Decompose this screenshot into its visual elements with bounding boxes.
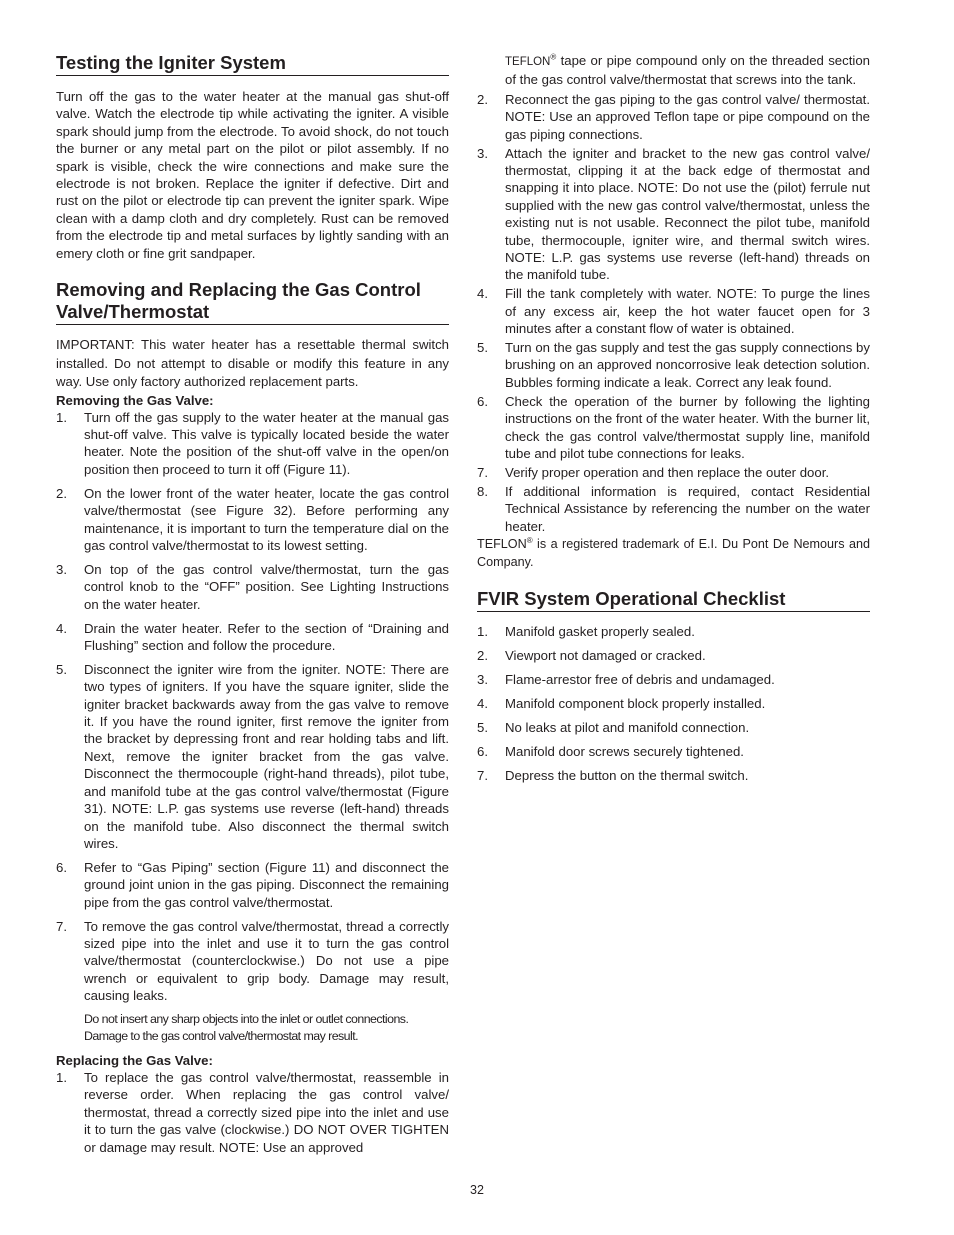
continued-body: tape or pipe compound only on the threaded section of the gas control valve/thermostat that screws into the tank. <box>505 53 870 88</box>
continued-text <box>477 52 870 89</box>
list-text: On the lower front of the water heater, locate the gas control valve/thermostat (see Figure 32). Before performing any maintenance, it is important to turn the temperature dial on the gas control valve/thermostat to its lowest setting. <box>84 485 449 553</box>
list-text: On top of the gas control valve/thermostat, turn the gas control knob to the “OFF” position. See Lighting Instructions on the water heater. <box>84 561 449 612</box>
list-number: 2. <box>477 91 488 107</box>
valve-heading: Removing and Replacing the Gas Control Valve/Thermostat <box>56 279 449 325</box>
removing-step <box>56 561 449 613</box>
list-number: 7. <box>56 918 67 934</box>
replacing-step <box>477 393 870 463</box>
list-number: 6. <box>56 859 67 875</box>
list-number: 8. <box>477 483 488 499</box>
list-number: 1. <box>477 624 488 640</box>
replacing-step <box>477 145 870 284</box>
page-number: 32 <box>470 1183 484 1197</box>
list-text: To remove the gas control valve/thermostat, thread a correctly sized pipe into the inlet and use it to turn the gas control valve/thermostat (counterclockwise.) Do not use a pipe wrench or equivalent to grip body. Damage may result, causing leaks. <box>84 918 449 1004</box>
checklist-item <box>477 623 870 640</box>
list-text: Attach the igniter and bracket to the new gas control valve/ thermostat, clipping it at the back edge of thermostat and snapping it into place. NOTE: Do not use the (pilot) ferrule nut supplied with the new gas control valve/thermostat, unless the existing nut is not usable. Reconnect the pilot tube, manifold tube, thermocouple, igniter wire, and thermal switch wires. NOTE: L.P. gas systems use reverse (left-hand) threads on the manifold tube. <box>505 145 870 283</box>
list-text: If additional information is required, contact Residential Technical Assistance by referencing the number on the water heater. <box>505 483 870 534</box>
checklist-item <box>477 767 870 784</box>
list-text: Disconnect the igniter wire from the igniter. NOTE: There are two types of igniters. If you have the square igniter, slide the igniter bracket backwards away from the gas valve to remove it. If you have the round igniter, first remove the igniter from the bracket by depressing front and rear holding tabs and lift. Next, remove the igniter bracket from the gas valve. Disconnect the thermocouple (right-hand threads), pilot tube, and manifold tube at the gas control valve/thermostat (Figure 31). NOTE: L.P. gas systems use reverse (left-hand) threads on the manifold tube. Also disconnect the thermal switch wires. <box>84 661 449 851</box>
removing-title: Removing the Gas Valve: <box>56 392 214 408</box>
replacing-step <box>56 1069 449 1156</box>
list-number: 3. <box>477 145 488 161</box>
teflon-word: TEFLON <box>505 56 551 68</box>
list-number: 2. <box>56 485 67 501</box>
registered-mark: ® <box>550 52 557 62</box>
igniter-heading: Testing the Igniter System <box>56 52 449 76</box>
removing-step <box>56 918 449 1005</box>
list-number: 6. <box>477 393 488 409</box>
replacing-steps-continued <box>477 91 870 535</box>
list-number: 5. <box>56 661 67 677</box>
removing-step <box>56 661 449 852</box>
removing-steps <box>56 409 449 1005</box>
important-notice: IMPORTANT: This water heater has a resettable thermal switch installed. Do not attempt to disable or modify this feature in any way. Use only factory authorized replacement parts. <box>56 337 449 390</box>
list-text: Refer to “Gas Piping” section (Figure 11) and disconnect the ground joint union in the gas piping. Disconnect the remaining pipe from the gas control valve/thermostat. <box>84 859 449 910</box>
list-number: 7. <box>477 464 488 480</box>
list-text: Manifold door screws securely tightened. <box>505 744 744 760</box>
list-number: 2. <box>477 648 488 664</box>
removing-step <box>56 409 449 479</box>
list-text: Viewport not damaged or cracked. <box>505 648 706 664</box>
list-number: 4. <box>56 620 67 636</box>
replacing-step <box>477 483 870 535</box>
checklist-heading: FVIR System Operational Checklist <box>477 588 870 612</box>
list-number: 1. <box>56 1070 67 1086</box>
list-text: Flame-arrestor free of debris and undamaged. <box>505 672 775 688</box>
checklist-items <box>477 623 870 784</box>
list-number: 3. <box>56 561 67 577</box>
checklist-item <box>477 671 870 688</box>
list-text: Depress the button on the thermal switch. <box>505 768 749 784</box>
checklist-item <box>477 719 870 736</box>
removing-step <box>56 859 449 911</box>
removing-step <box>56 620 449 655</box>
list-text: Manifold component block properly installed. <box>505 696 766 712</box>
replacing-step <box>477 91 870 143</box>
list-text: Turn off the gas supply to the water heater at the manual gas shut-off valve. This valve is typically located beside the water heater. Note the position of the shut-off valve in the open/on position then proceed to turn it off (Figure 11). <box>84 409 449 477</box>
list-number: 3. <box>477 672 488 688</box>
checklist-item <box>477 743 870 760</box>
list-text: Fill the tank completely with water. NOTE: To purge the lines of any excess air, keep the hot water faucet open for 3 minutes after a constant flow of water is obtained. <box>505 286 870 337</box>
list-text: Reconnect the gas piping to the gas control valve/ thermostat. NOTE: Use an approved Teflon tape or pipe compound on the gas piping connections. <box>505 91 870 142</box>
replacing-title: Replacing the Gas Valve: <box>56 1053 213 1069</box>
list-text: Turn on the gas supply and test the gas supply connections by brushing on an approved noncorrosive leak detection solution. Bubbles forming indicate a leak. Correct any leak found. <box>505 340 870 390</box>
right-column <box>477 0 870 791</box>
list-number: 5. <box>477 720 488 736</box>
checklist-item <box>477 695 870 712</box>
left-column <box>56 0 449 1156</box>
removing-note: Do not insert any sharp objects into the inlet or outlet connections. Damage to the gas control valve/thermostat may result. <box>84 1012 409 1044</box>
replacing-step <box>477 464 870 481</box>
list-number: 4. <box>477 696 488 712</box>
replacing-steps <box>56 1069 449 1156</box>
replacing-step <box>477 285 870 337</box>
list-text: Manifold gasket properly sealed. <box>505 624 695 640</box>
checklist-item <box>477 647 870 664</box>
trademark-word: TEFLON <box>477 537 527 552</box>
list-text: Check the operation of the burner by following the lighting instructions on the front of the water heater. With the burner lit, check the gas control valve/thermostat supply line, manifold tube and pilot tube connections for leaks. <box>505 393 870 461</box>
list-number: 4. <box>477 286 488 302</box>
list-text: To replace the gas control valve/thermostat, reassemble in reverse order. When replacing the gas control valve/ thermostat, thread a correctly sized pipe into the inlet and use it to turn the gas valve (clockwise.) DO NOT OVER TIGHTEN or damage may result. NOTE: Use an approved <box>84 1070 449 1155</box>
list-number: 7. <box>477 768 488 784</box>
replacing-step <box>477 339 870 391</box>
trademark-body: is a registered trademark of E.I. Du Pont De Nemours and Company. <box>477 537 870 569</box>
list-number: 5. <box>477 340 488 355</box>
list-number: 6. <box>477 744 488 760</box>
list-text: Verify proper operation and then replace the outer door. <box>505 464 830 480</box>
list-number: 1. <box>56 409 67 425</box>
igniter-body: Turn off the gas to the water heater at the manual gas shut-off valve. Watch the electrode tip while activating the igniter. A visible spark should jump from the electrode. To avoid shock, do not touch the burner or any metal part on the pilot or pilot assembly. If no spark is visible, check the wire connections and make sure the electrode is not broken. Replace the igniter if defective. Dirt and rust on the pilot or electrode tip can prevent the igniter spark. Wipe clean with a damp cloth and dry completely. Rust can be removed from the electrode tip and metal surfaces by lightly sanding with an emery cloth or fine grit sandpaper. <box>56 89 449 261</box>
list-text: Drain the water heater. Refer to the section of “Draining and Flushing” section and follow the procedure. <box>84 620 449 653</box>
removing-step <box>56 485 449 555</box>
trademark-reg: ® <box>526 536 533 546</box>
trademark-note <box>477 536 870 571</box>
list-text: No leaks at pilot and manifold connection. <box>505 720 750 736</box>
